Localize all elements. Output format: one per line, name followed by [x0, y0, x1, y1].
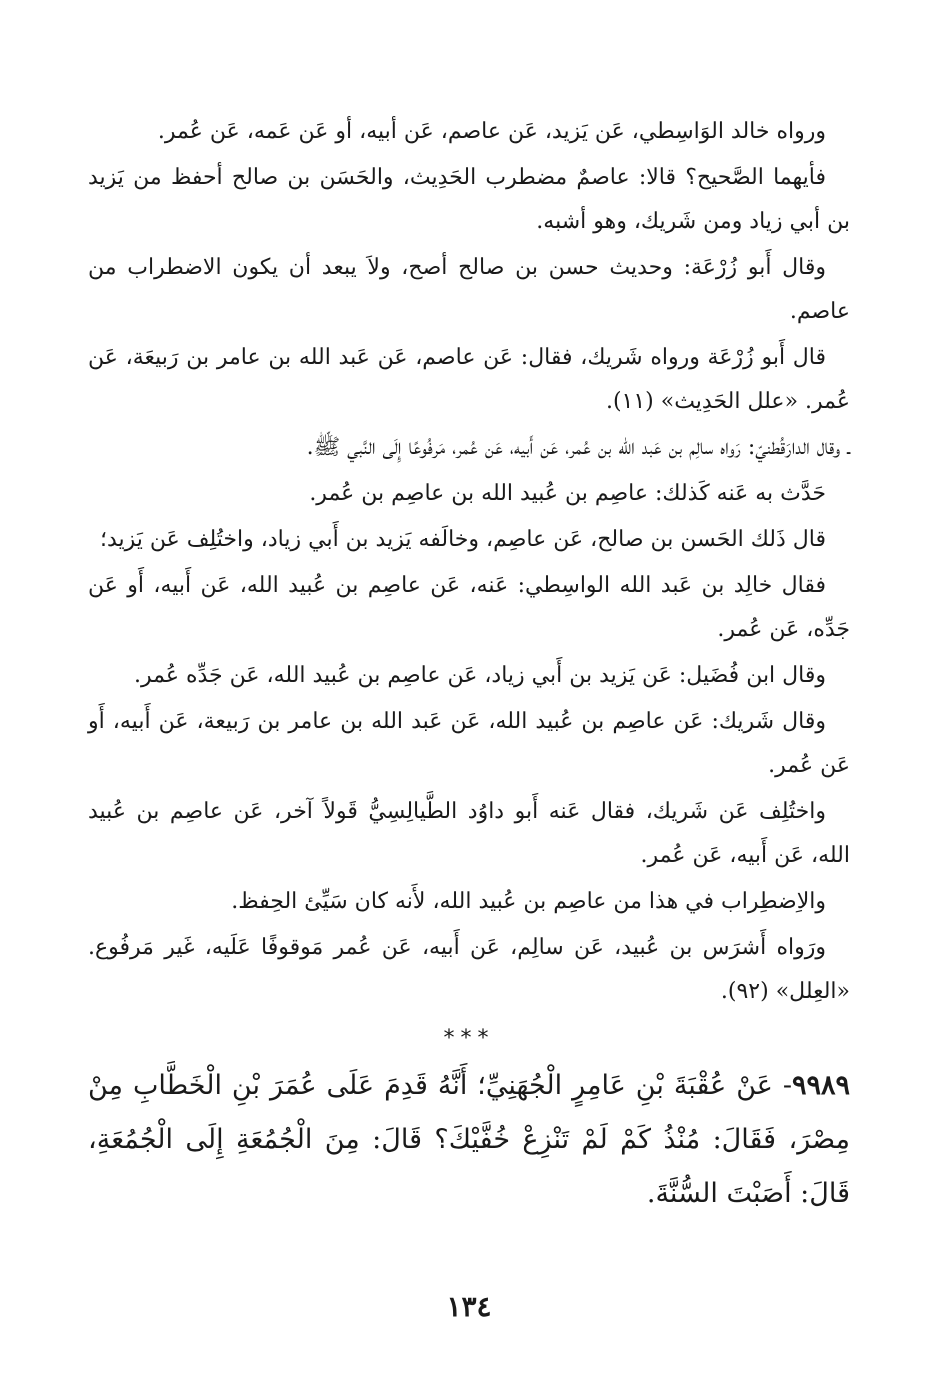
page-number: ١٣٤ [446, 1290, 492, 1323]
footnote-paragraph: قال ذَلك الحَسن بن صالح، عَن عاصِم، وخالَفه يَزيد بن أَبي زياد، واختُلِف عَن يَزيد؛ [99, 527, 826, 552]
hadith-number: ٩٩٨٩ [791, 1070, 850, 1101]
footnote-paragraph: وقال ابن فُضَيل: عَن يَزيد بن أَبي زياد، عَن عاصِم بن عُبيد الله، عَن جَدِّه عُمر. [134, 663, 826, 688]
footnote-paragraph: فأيهما الصَّحيح؟ قالا: عاصمٌ مضطرب الحَدِيث، والحَسَن بن صالح أحفظ من يَزيد بن أبي زياد ومن شَريك، وهو أشبه. [88, 165, 850, 234]
footnote-paragraph: وقال أَبو زُرْعَة: وحديث حسن بن صالح أصح، ولاَ يبعد أن يكون الاضطراب من عاصم. [88, 255, 850, 324]
footnote-paragraph: فقال خالِد بن عَبد الله الواسِطي: عَنه، عَن عاصِم بن عُبيد الله، عَن أَبيه، أَو عَن جَدِّه، عَن عُمر. [88, 573, 850, 642]
footnote-paragraph: حَدَّث به عَنه كَذلك: عاصِم بن عُبيد الله بن عاصِم بن عُمر. [309, 481, 826, 506]
page-content [88, 110, 850, 1221]
footnote-paragraph: والاِضطِراب في هذا من عاصِم بن عُبيد الله، لأَنه كان سَيِّئ الحِفظ. [231, 889, 826, 914]
hadith-text: عَنْ عُقْبَةَ بْنِ عَامِرٍ الْجُهَنِيِّ؛ أَنَّهُ قَدِمَ عَلَى عُمَرَ بْنِ الْخَطَّابِ مِنْ مِصْرَ، فَقَالَ: مُنْذُ كَمْ لَمْ تَنْزِعْ خُفَّيْكَ؟ قَالَ: مِنَ الْجُمُعَةِ إِلَى الْجُمُعَةِ، قَالَ: أَصَبْتَ السُّنَّةَ. [88, 1070, 850, 1209]
footnotes-section [88, 110, 850, 1014]
hadith-paragraph [88, 1059, 850, 1221]
footnote-paragraph: ورواه خالد الوَاسِطي، عَن يَزيد، عَن عاصم، عَن أبيه، أو عَن عَمه، عَن عُمر. [157, 119, 826, 144]
section-separator: *** [443, 1026, 495, 1051]
footnote-paragraph: ـ وقال الدارَقُطنيّ: رَواه سالِم بن عَبد الله بن عُمر، عَن أَبيه، عَن عُمر، مَرفُوعًا إِلَى النَّبي ﷺ. [306, 435, 850, 460]
footnote-paragraph: قال أَبو زُرْعَة ورواه شَريك، فقال: عَن عاصم، عَن عَبد الله بن عامر بن رَبيعَة، عَن عُمر. «علل الحَدِيث» (١١). [88, 345, 850, 414]
footnote-paragraph: واختُلِف عَن شَريك، فقال عَنه أَبو داوُد الطَّيالِسِيُّ قَولاً آخر، عَن عاصِم بن عُبيد الله، عَن أَبيه، عَن عُمر. [88, 799, 850, 868]
footnote-paragraph: ورَواه أَشرَس بن عُبيد، عَن سالِم، عَن أَبيه، عَن عُمر مَوقوفًا عَلَيه، غَير مَرفُوع. «العِلل» (٩٢). [88, 935, 850, 1004]
footnote-paragraph: وقال شَريك: عَن عاصِم بن عُبيد الله، عَن عَبد الله بن عامر بن رَبيعة، عَن أَبيه، أَو عَن عُمر. [88, 709, 850, 778]
hadith-dash: - [782, 1070, 792, 1101]
